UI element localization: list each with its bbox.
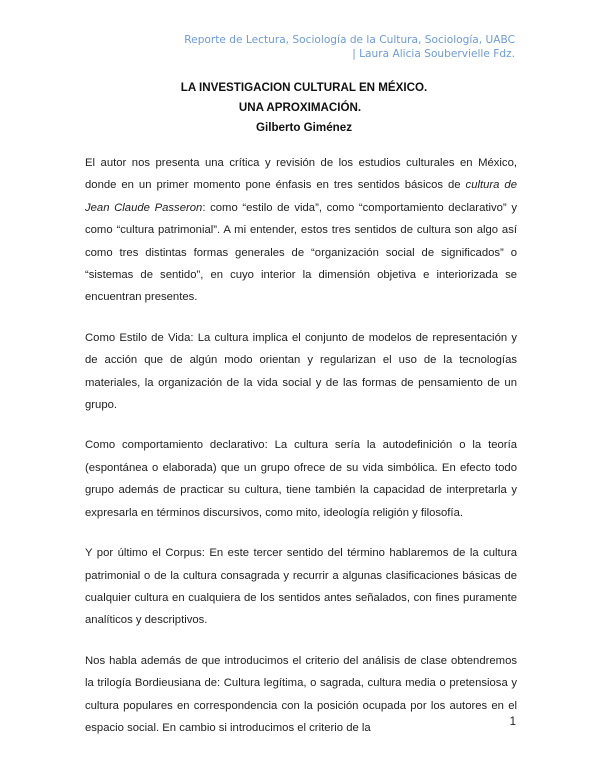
header-line-2: | Laura Alicia Soubervielle Fdz. (352, 48, 515, 60)
paragraph-1-emphasis: cultura de Jean Claude Passeron (85, 179, 517, 214)
paragraph-3: Como comportamiento declarativo: La cultura sería la autodefinición o la teoría (espontánea o elaborada) que un grupo ofrece de su vida simbólica. En efecto todo grupo además de practicar su cultura, tiene también la capacidad de interpretarla y expresarla en términos discursivos, como mito, ideología religión y filosofía. (85, 439, 517, 519)
body-text (85, 152, 517, 757)
title-block (0, 78, 600, 138)
header-line-1: Reporte de Lectura, Sociología de la Cultura, Sociología, UABC (184, 34, 515, 46)
running-header (184, 33, 515, 61)
paragraph-1 (85, 152, 517, 309)
paragraph-5: Nos habla además de que introducimos el criterio del análisis de clase obtendremos la trilogía Bordieusiana de: Cultura legítima, o sagrada, cultura media o pretensiosa y cultura populares en correspondencia con la posición ocupada por los autores en el espacio social. En cambio si introducimos el criterio de la (85, 654, 517, 734)
paragraph-1-text-a: El autor nos presenta una crítica y revisión de los estudios culturales en México, donde en un primer momento pone énfasis en tres sentidos básicos de (85, 157, 517, 192)
paragraph-2: Como Estilo de Vida: La cultura implica el conjunto de modelos de representación y de acción que de algún modo orientan y regularizan el uso de la tecnologías materiales, la organización de la vida social y de las formas de pensamiento de un grupo. (85, 331, 517, 412)
paragraph-4: Y por último el Corpus: En este tercer sentido del término hablaremos de la cultura patrimonial o de la cultura consagrada y recurrir a algunas clasificaciones básicas de cualquier cultura en cualquiera de los sentidos antes señalados, con fines puramente analíticos y descriptivos. (85, 547, 517, 627)
document-author: Gilberto Giménez (256, 121, 352, 134)
paragraph-1-text-b: : como “estilo de vida”, como “comportamiento declarativo” y como “cultura patrimonial”. A mi entender, estos tres sentidos de cultura son algo así como tres distintas formas generales de “organización social de significados” o “sistemas de sentido”, en cuyo interior la dimensión objetiva e interiorizada se encuentran presentes. (85, 201, 517, 304)
document-subtitle: UNA APROXIMACIÓN. (238, 101, 362, 114)
page-number: 1 (509, 716, 516, 728)
document-title: LA INVESTIGACION CULTURAL EN MÉXICO. (180, 81, 428, 94)
